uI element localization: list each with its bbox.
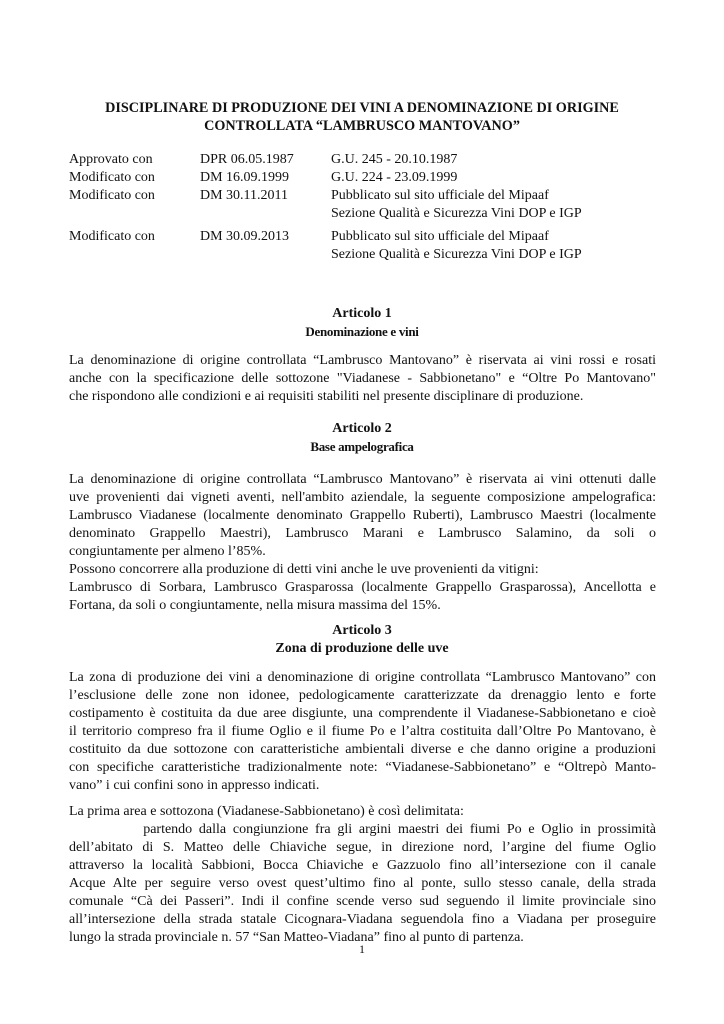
text-line: l’esclusione delle zone non idonee, pedologicamente caratterizzate da drenaggio lento e forte — [69, 688, 656, 703]
approval-row — [69, 205, 621, 223]
text-line: all’intersezione della strada statale Cicognara-Viadana seguendola fino a Viadana per proseguire — [69, 912, 656, 927]
approval-publication: G.U. 224 - 23.09.1999 — [331, 170, 458, 185]
article-number: Articolo 3 — [332, 623, 392, 638]
article-title: Base ampelografica — [310, 439, 414, 454]
approval-publication: Pubblicato sul sito ufficiale del Mipaaf — [331, 229, 549, 244]
text-line: Possono concorrere alla produzione di detti vini anche le uve provenienti da vitigni: — [69, 562, 539, 577]
text-line: con specifiche caratteristiche tradizionalmente note: “Viadanese-Sabbionetano” e “Oltrepò Manto- — [69, 760, 656, 775]
text-line: comunale “Cà dei Passeri”. Indi il confine scende verso sud seguendo il limite provinciale sino — [69, 894, 656, 909]
approval-label: Modificato con — [69, 170, 155, 185]
approval-act — [200, 205, 331, 223]
text-line: il territorio compreso fra il fiume Oglio e il fiume Po e l’altra costituita dall’Oltre Po Mantovano, è — [69, 724, 656, 739]
text-line: Lambrusco di Sorbara, Lambrusco Grasparossa (localmente Grappello Grasparossa), Ancellotta e — [69, 580, 656, 595]
approval-publication: G.U. 245 - 20.10.1987 — [331, 152, 458, 167]
text-line: lungo la strada provinciale n. 57 “San Matteo-Viadana” fino al punto di partenza. — [69, 930, 524, 945]
approval-act: DM 16.09.1999 — [200, 170, 290, 185]
zone-intro: La prima area e sottozona (Viadanese-Sabbionetano) è così delimitata: — [69, 804, 464, 819]
text-line: congiuntamente per almeno l’85%. — [69, 544, 266, 559]
page-number: 1 — [359, 942, 365, 956]
text-line: dell’abitato di S. Matteo delle Chiaviche segue, in direzione nord, l’argine del fiume Oglio — [69, 840, 656, 855]
approval-label — [69, 246, 200, 264]
text-line: La zona di produzione dei vini a denominazione di origine controllata “Lambrusco Mantovano” con — [69, 670, 656, 685]
article-title: Denominazione e vini — [305, 324, 419, 339]
article-3-text — [69, 669, 656, 795]
text-line: anche con la specificazione delle sottozone "Viadanese - Sabbionetano" e “Oltre Po Mantovano" — [69, 371, 656, 386]
text-line: vano” i cui confini sono in appresso indicati. — [69, 778, 320, 793]
approval-publication: Sezione Qualità e Sicurezza Vini DOP e IGP — [331, 247, 582, 262]
text-line: che rispondono alle condizioni e ai requisiti stabiliti nel presente disciplinare di produzione. — [69, 389, 584, 404]
approval-label: Approvato con — [69, 152, 153, 167]
approval-publication: Sezione Qualità e Sicurezza Vini DOP e IGP — [331, 206, 582, 221]
document-title — [60, 99, 664, 135]
text-line: La denominazione di origine controllata “Lambrusco Mantovano” è riservata ai vini ottenuti dalle — [69, 472, 656, 487]
text-line: partendo dalla congiunzione fra gli argini maestri dei fiumi Po e Oglio in prossimità — [69, 822, 656, 837]
approval-row — [69, 246, 621, 264]
approval-act — [200, 246, 331, 264]
text-line: Fortana, da soli o congiuntamente, nella misura massima del 15%. — [69, 598, 441, 613]
text-line: costituito da due sottozone con caratteristiche ambientali diverse e che danno origine a produzioni — [69, 742, 656, 757]
approval-row — [69, 151, 621, 169]
approval-act: DM 30.09.2013 — [200, 229, 290, 244]
approval-label: Modificato con — [69, 229, 155, 244]
text-line: La denominazione di origine controllata “Lambrusco Mantovano” è riservata ai vini rossi e rosati — [69, 353, 656, 368]
approval-label: Modificato con — [69, 188, 155, 203]
text-line: Acque Alte per seguire verso ovest quest’ultimo fino al ponte, sullo stesso canale, della strada — [69, 876, 656, 891]
approval-row — [69, 169, 621, 187]
text-line: attraverso la località Sabbioni, Bocca Chiaviche e Gazzuolo fino all’intersezione con il canale — [69, 858, 656, 873]
approval-row — [69, 228, 621, 246]
zone-description — [69, 803, 656, 947]
article-1-heading — [69, 305, 655, 341]
approval-publication: Pubblicato sul sito ufficiale del Mipaaf — [331, 188, 549, 203]
approval-act: DPR 06.05.1987 — [200, 152, 294, 167]
approval-row — [69, 187, 621, 205]
article-number: Articolo 2 — [332, 421, 392, 436]
approval-label — [69, 205, 200, 223]
article-2-text — [69, 471, 656, 615]
text-line: denominato Grappello Maestri), Lambrusco Marani e Lambrusco Salamino, da soli o — [69, 526, 656, 541]
article-2-heading — [69, 420, 655, 456]
article-3-heading — [69, 622, 655, 658]
approval-history — [69, 151, 621, 264]
title-line: CONTROLLATA “LAMBRUSCO MANTOVANO” — [204, 118, 520, 134]
text-line: Lambrusco Viadanese (localmente denominato Grappello Ruberti), Lambrusco Maestri (localmente — [69, 508, 656, 523]
article-1-text — [69, 352, 656, 406]
text-line: uve provenienti dai vigneti aventi, nell'ambito aziendale, la seguente composizione ampelografica: — [69, 490, 656, 505]
text-line: costipamento è costituita da due aree disgiunte, una comprendente il Viadanese-Sabbionetano e cioè — [69, 706, 656, 721]
article-number: Articolo 1 — [332, 306, 392, 321]
title-line: DISCIPLINARE DI PRODUZIONE DEI VINI A DENOMINAZIONE DI ORIGINE — [105, 100, 619, 116]
article-title: Zona di produzione delle uve — [275, 641, 449, 656]
approval-act: DM 30.11.2011 — [200, 188, 289, 203]
